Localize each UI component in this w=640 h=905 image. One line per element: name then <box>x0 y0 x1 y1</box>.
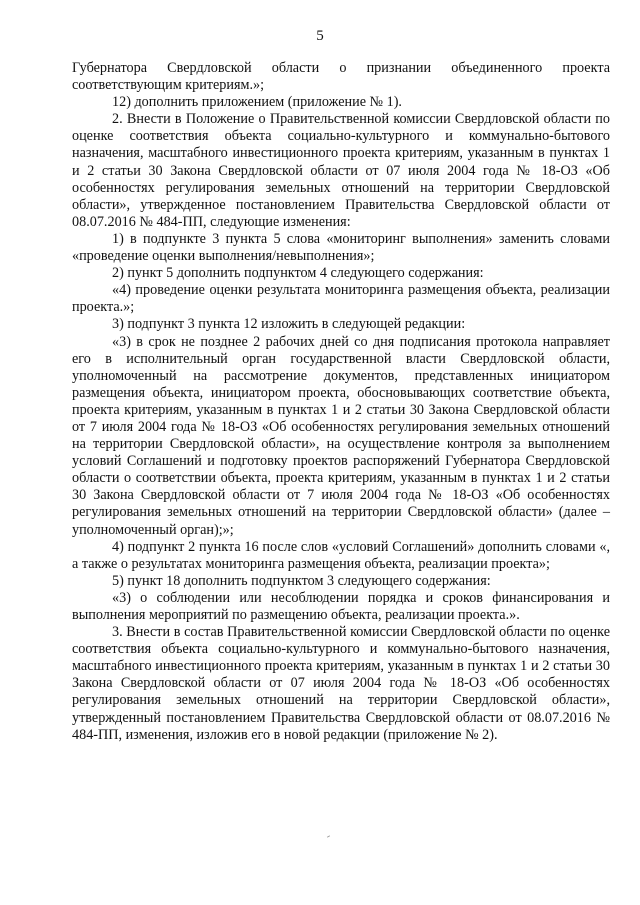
paragraph-section-2: 2. Внести в Положение о Правительственной комиссии Свердловской области по оценке соответствия объекта социально-культурного и коммунально-бытового назначения, масштабного инвестиционного проекта критериям, указанным в пунктах 1 и 2 статьи 30 Закона Свердловской области от 07 июля 2004 года № 18-ОЗ «Об особенностях регулирования земельных отношений на территории Свердловской области», утвержденное постановлением Правительства Свердловской области от 08.07.2016 № 484-ПП, следующие изменения: <box>72 111 610 230</box>
paragraph-continuation: Губернатора Свердловской области о признании объединенного проекта соответствующим критериям.»; <box>72 60 610 94</box>
paragraph-item-1: 1) в подпункте 3 пункта 5 слова «мониторинг выполнения» заменить словами «проведение оценки выполнения/невыполнения»; <box>72 230 610 265</box>
paragraph-item-2: 2) пункт 5 дополнить подпунктом 4 следующего содержания: <box>112 265 484 282</box>
paragraph-item-12: 12) дополнить приложением (приложение № 1). <box>112 94 402 111</box>
paragraph-item-4: 4) подпункт 2 пункта 16 после слов «условий Соглашений» дополнить словами «, а также о результатах мониторинга размещения объекта, реализации проекта»; <box>72 538 610 572</box>
paragraph-quote-4: «4) проведение оценки результата мониторинга размещения объекта, реализации проекта.»; <box>72 282 610 316</box>
paragraph-quote-3b: «3) о соблюдении или несоблюдении порядка и сроков финансирования и выполнения мероприятий по размещению объекта, реализации проекта.». <box>72 589 610 623</box>
paragraph-section-3: 3. Внести в состав Правительственной комиссии Свердловской области по оценке соответствия объекта социально-культурного и коммунально-бытового назначения, масштабного инвестиционного проекта критериям, указанным в пунктах 1 и 2 статьи 30 Закона Свердловской области от 07 июля 2004 года № 18-ОЗ «Об особенностях регулирования земельных отношений на территории Свердловской области», утвержденный постановлением Правительства Свердловской области от 08.07.2016 № 484-ПП, изменения, изложив его в новой редакции (приложение № 2). <box>72 624 610 743</box>
paragraph-item-3: 3) подпункт 3 пункта 12 изложить в следующей редакции: <box>112 316 466 333</box>
paragraph-item-5: 5) пункт 18 дополнить подпунктом 3 следующего содержания: <box>112 572 491 589</box>
document-body <box>72 60 610 744</box>
paragraph-quote-3: «3) в срок не позднее 2 рабочих дней со дня подписания протокола направляет его в исполнительный орган государственной власти Свердловской области, уполномоченный на рассмотрение документов, представленных инициатором размещения объекта, инициатором проекта, обосновывающих соответствие объекта, проекта критериям, указанным в пунктах 1 и 2 статьи 30 Закона Свердловской области от 7 июля 2004 года № 18-ОЗ «Об особенностях регулирования земельных отношений на территории Свердловской области», на осуществление контроля за выполнением условий Соглашений и подготовку проектов распоряжений Губернатора Свердловской области о соответствии объекта, проекта критериям, указанным в пунктах 1 и 2 статьи 30 Закона Свердловской области от 7 июля 2004 года № 18-ОЗ «Об особенностях регулирования земельных отношений на территории Свердловской области» (далее – уполномоченный орган);»; <box>72 333 610 538</box>
page-number: 5 <box>316 28 324 44</box>
scan-speck <box>327 835 330 837</box>
